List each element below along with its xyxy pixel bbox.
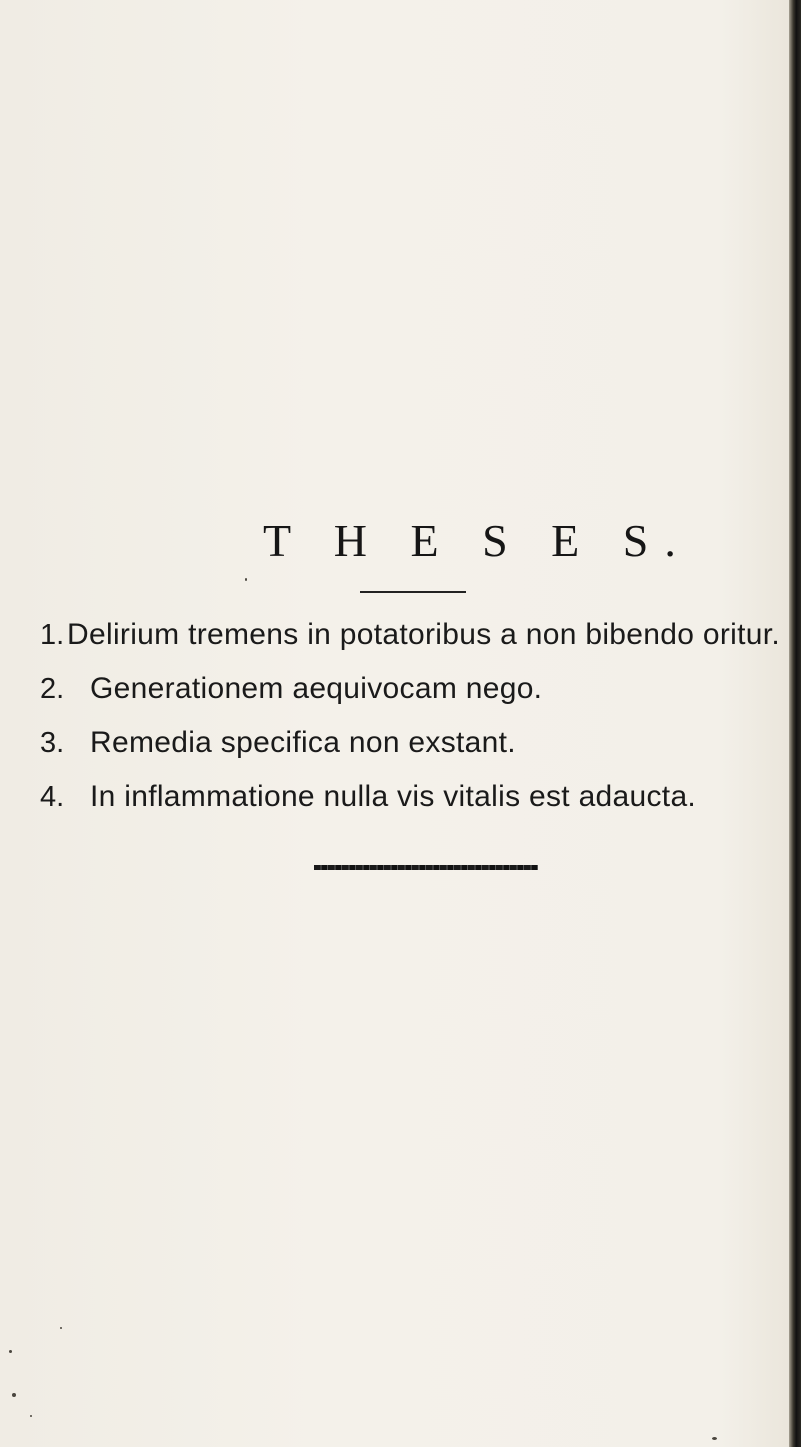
thesis-item bbox=[40, 672, 780, 726]
thesis-text: Generationem aequivocam nego. bbox=[90, 672, 543, 705]
page-title: T H E S E S. bbox=[263, 515, 692, 566]
thesis-item bbox=[40, 726, 780, 780]
thesis-number: 3. bbox=[40, 727, 65, 759]
ornamental-rule bbox=[314, 865, 538, 870]
thesis-number: 1. bbox=[40, 619, 65, 651]
thesis-item bbox=[40, 618, 780, 672]
title-rule bbox=[360, 591, 466, 593]
thesis-item bbox=[40, 780, 780, 834]
page-edge-shadow bbox=[789, 0, 801, 1447]
thesis-text: Delirium tremens in potatoribus a non bibendo oritur. bbox=[67, 618, 780, 651]
theses-list bbox=[40, 618, 780, 834]
thesis-number: 4. bbox=[40, 781, 65, 813]
thesis-text: Remedia specifica non exstant. bbox=[90, 726, 516, 759]
thesis-number: 2. bbox=[40, 673, 65, 705]
thesis-text: In inflammatione nulla vis vitalis est adaucta. bbox=[90, 780, 697, 813]
